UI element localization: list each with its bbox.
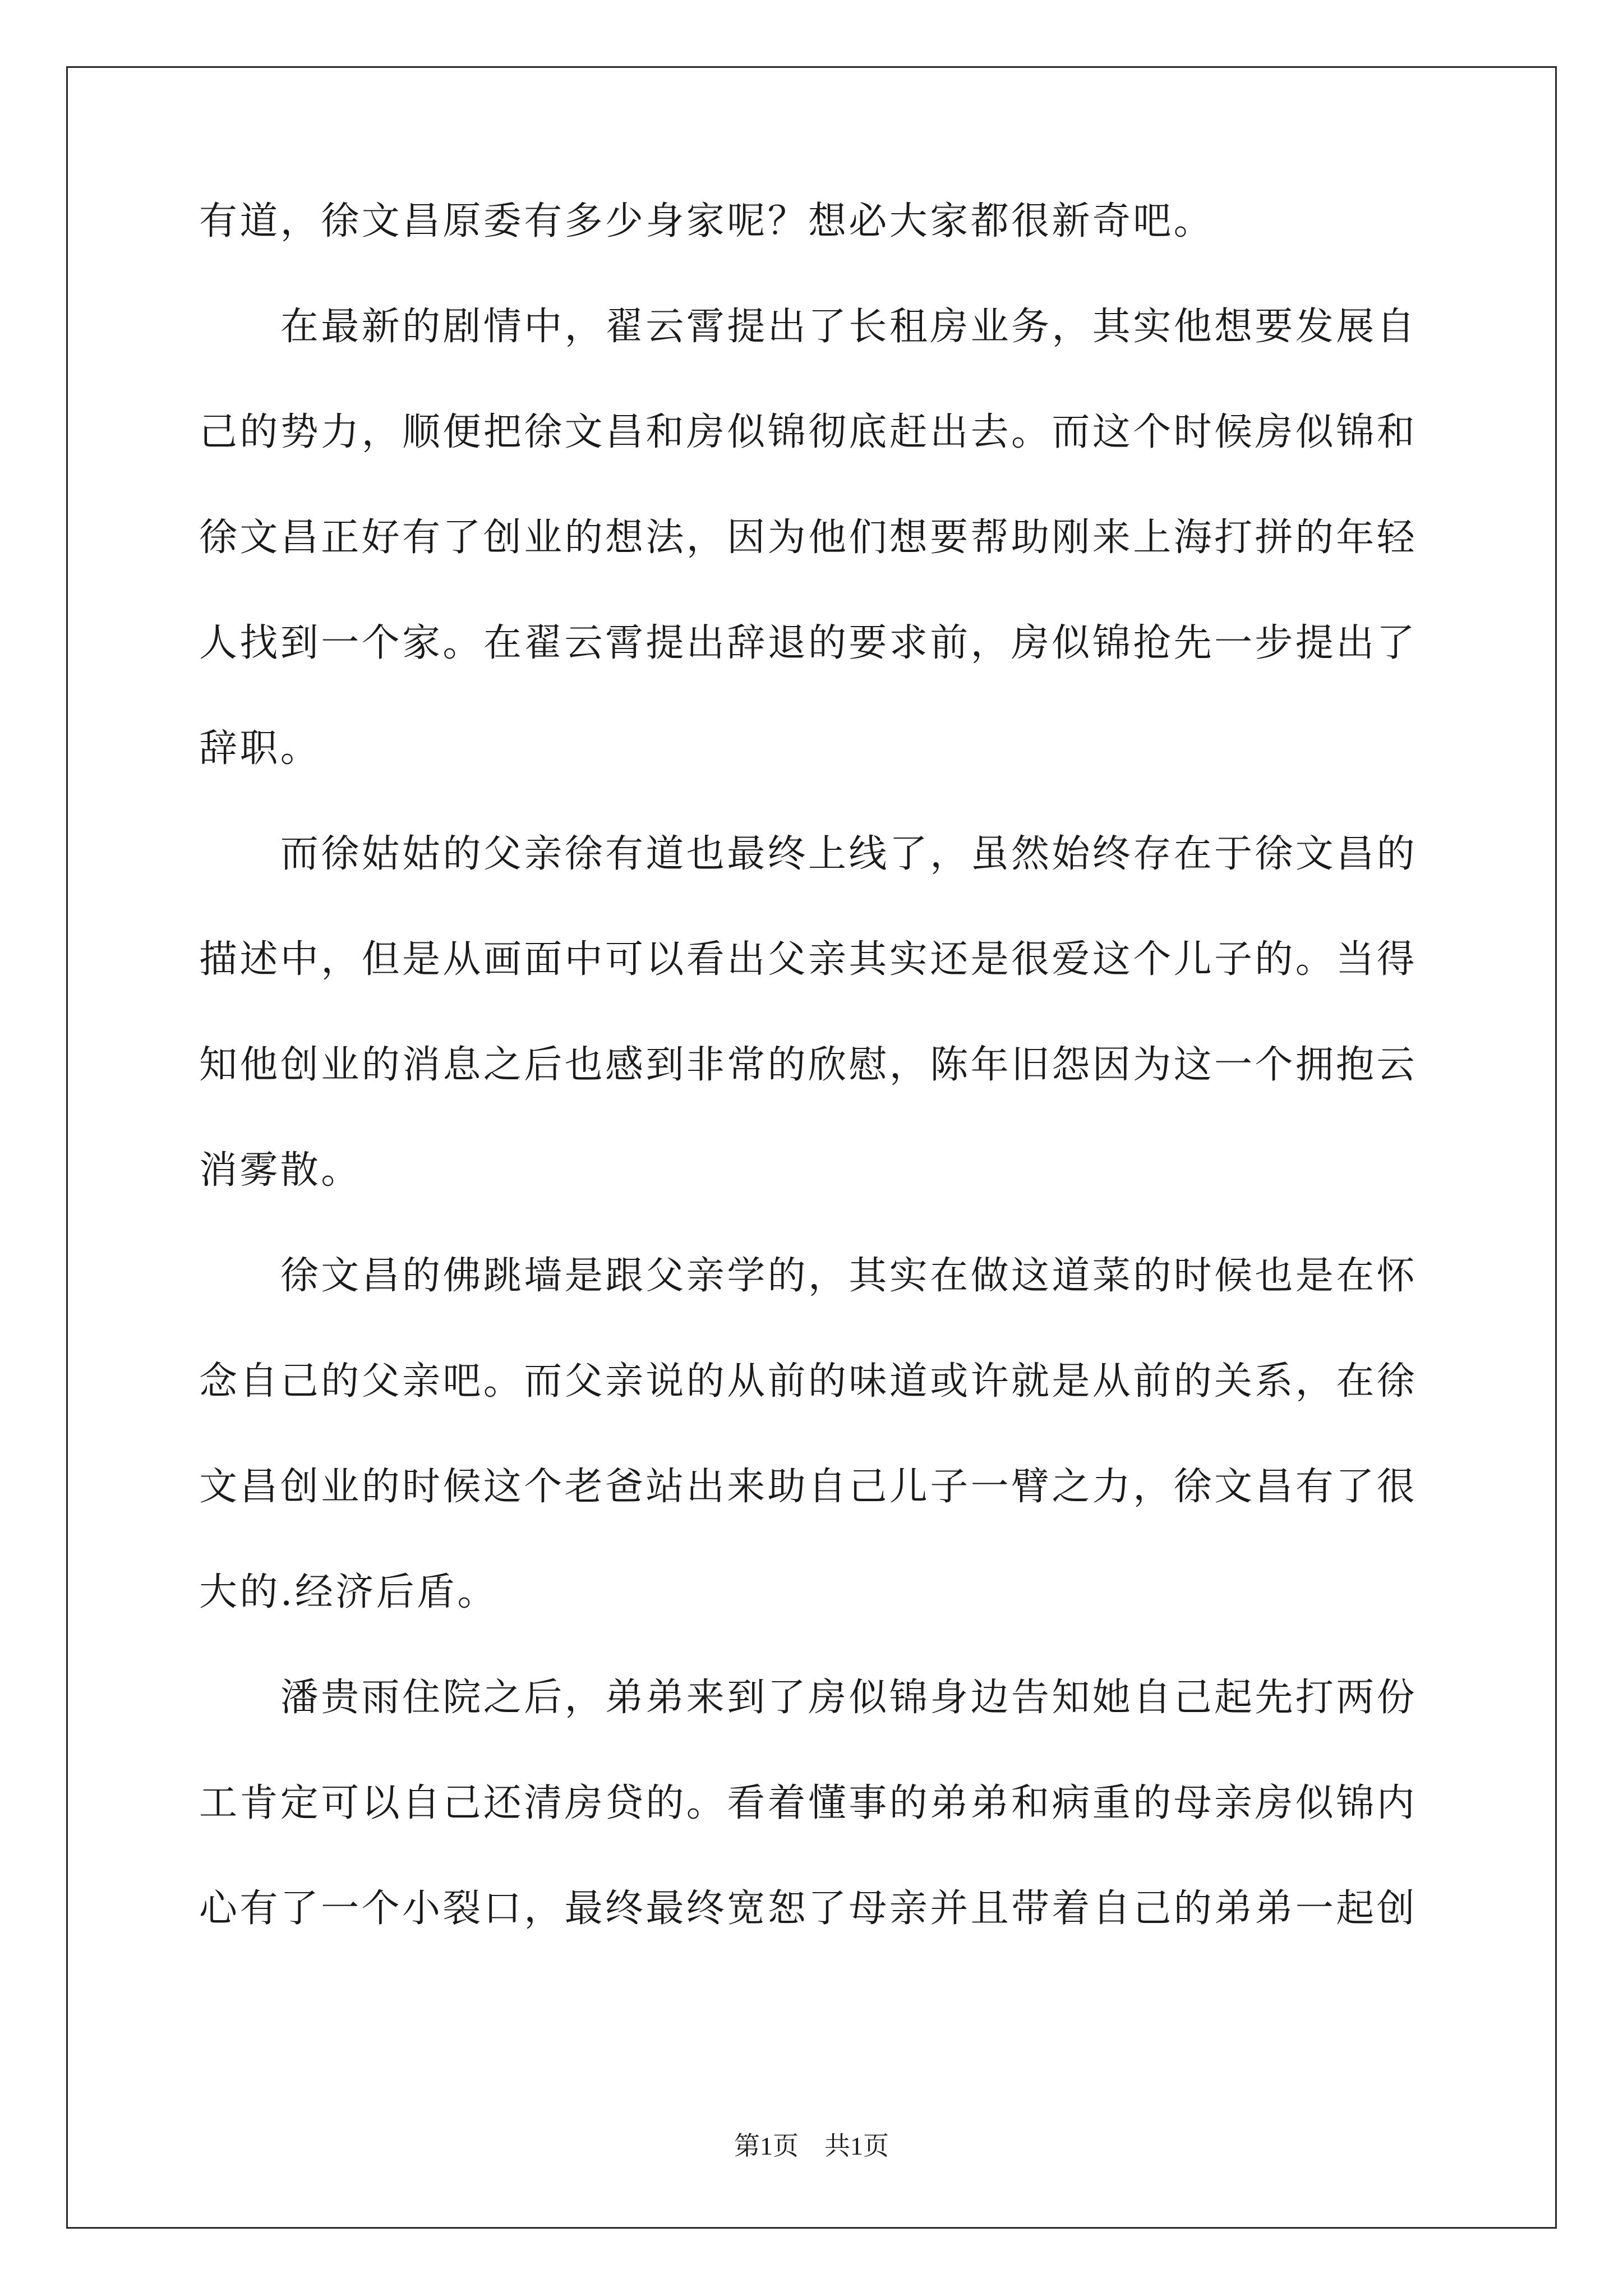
text-line: 念自己的父亲吧。而父亲说的从前的味道或许就是从前的关系，在徐: [199, 1359, 1418, 1404]
text-line: 在最新的剧情中，翟云霄提出了长租房业务，其实他想要发展自: [199, 305, 1418, 349]
text-line: 辞职。: [199, 726, 321, 771]
text-line: 有道，徐文昌原委有多少身家呢？想必大家都很新奇吧。: [199, 199, 1215, 243]
text-line: 徐文昌的佛跳墙是跟父亲学的，其实在做这道菜的时候也是在怀: [199, 1254, 1418, 1298]
text-line: 人找到一个家。在翟云霄提出辞退的要求前，房似锦抢先一步提出了: [199, 621, 1418, 665]
text-line: 大的.经济后盾。: [199, 1570, 498, 1614]
text-line: 描述中，但是从画面中可以看出父亲其实还是很爱这个儿子的。当得: [199, 937, 1418, 982]
page-footer: [0, 2129, 1623, 2163]
text-line: 知他创业的消息之后也感到非常的欣慰，陈年旧怨因为这一个拥抱云: [199, 1043, 1418, 1087]
page-total: 共1页: [824, 2132, 889, 2160]
text-line: 文昌创业的时候这个老爸站出来助自己儿子一臂之力，徐文昌有了很: [199, 1465, 1418, 1509]
text-line: 徐文昌正好有了创业的想法，因为他们想要帮助刚来上海打拼的年轻: [199, 516, 1418, 560]
text-line: 心有了一个小裂口，最终最终宽恕了母亲并且带着自己的弟弟一起创: [199, 1887, 1418, 1931]
text-line: 潘贵雨住院之后，弟弟来到了房似锦身边告知她自己起先打两份: [199, 1676, 1418, 1720]
text-line: 消雾散。: [199, 1148, 362, 1193]
text-line: 而徐姑姑的父亲徐有道也最终上线了，虽然始终存在于徐文昌的: [199, 832, 1418, 876]
text-line: 工肯定可以自己还清房贷的。看着懂事的弟弟和病重的母亲房似锦内: [199, 1781, 1418, 1825]
page-number: 第1页: [734, 2132, 799, 2160]
text-line: 己的势力，顺便把徐文昌和房似锦彻底赶出去。而这个时候房似锦和: [199, 410, 1418, 454]
